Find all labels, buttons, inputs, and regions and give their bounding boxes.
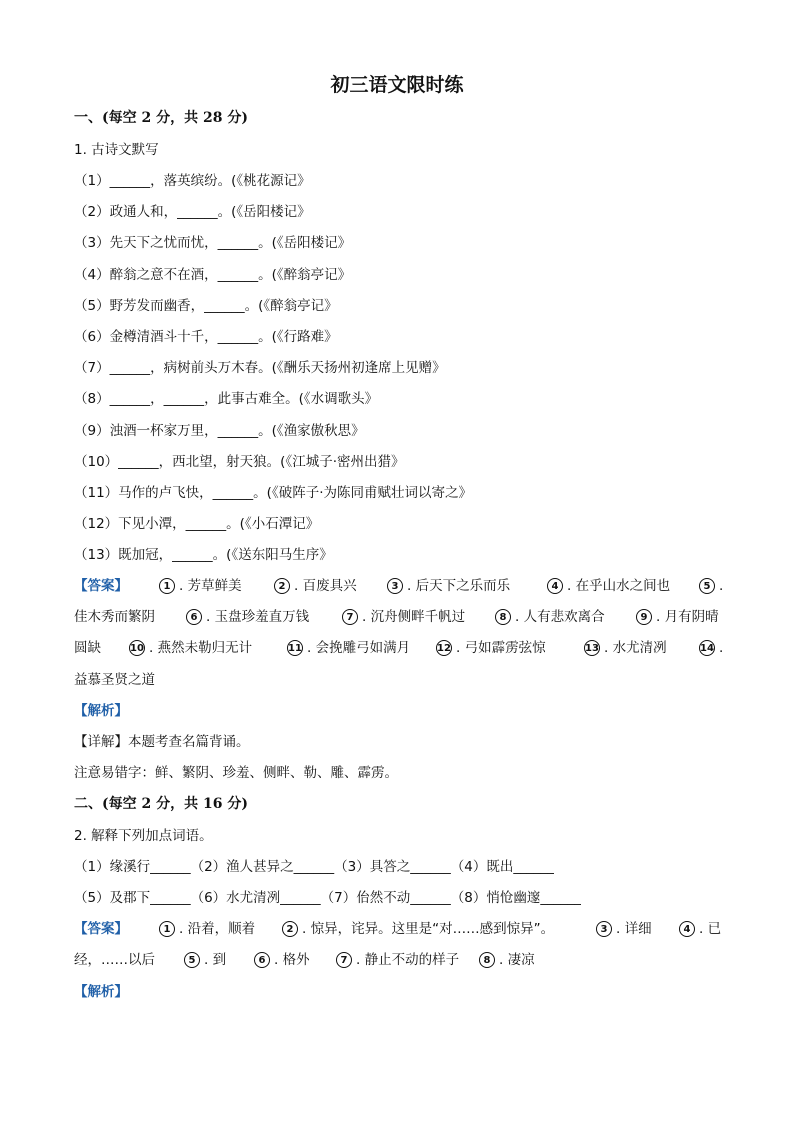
answer-text: . 已 bbox=[699, 921, 722, 937]
answer-item bbox=[636, 607, 719, 627]
answer-number: 3 bbox=[387, 578, 403, 594]
answer-number: 3 bbox=[596, 921, 612, 937]
answer-tag-2: 【答案】 bbox=[74, 921, 128, 937]
answer-item bbox=[254, 950, 310, 970]
answer-text: . 水尤清冽 bbox=[604, 640, 667, 656]
answer-text: . 详细 bbox=[616, 921, 652, 937]
fill-in-item: （6）金樽清酒斗十千，______。(《行路难》 bbox=[74, 329, 338, 345]
fill-in-item: （1）______，落英缤纷。(《桃花源记》 bbox=[74, 173, 311, 189]
answer-text: . 静止不动的样子 bbox=[356, 952, 460, 968]
answer-item bbox=[274, 576, 357, 596]
answer-item bbox=[436, 638, 546, 658]
question-2-line-2: （5）及郡下______（6）水尤清冽______（7）佁然不动______（8）悄怆幽邃______ bbox=[74, 890, 581, 906]
answer-text: . 玉盘珍羞直万钱 bbox=[206, 609, 310, 625]
fill-in-item: （12）下见小潭，______。(《小石潭记》 bbox=[74, 516, 320, 533]
answer-item bbox=[74, 638, 101, 658]
page-title: 初三语文限时练 bbox=[330, 74, 464, 96]
section-2-heading: 二、(每空 2 分，共 16 分) bbox=[74, 796, 248, 812]
fill-in-item: （3）先天下之忧而忧，______。(《岳阳楼记》 bbox=[74, 235, 352, 252]
answer-item bbox=[74, 950, 155, 970]
answer-number: 2 bbox=[274, 578, 290, 594]
answer-item bbox=[495, 607, 605, 627]
answer-text: . 后天下之乐而乐 bbox=[407, 578, 511, 594]
answer-text: . 芳草鲜美 bbox=[179, 578, 242, 594]
answer-text: . 会挽雕弓如满月 bbox=[307, 640, 411, 656]
answer-text: . 燕然未勒归无计 bbox=[149, 640, 253, 656]
answer-text: . 凄凉 bbox=[499, 952, 535, 968]
answer-item bbox=[282, 919, 554, 939]
question-2-line-1: （1）缘溪行______（2）渔人甚异之______（3）具答之______（4）既出______ bbox=[74, 859, 554, 875]
answer-number: 5 bbox=[699, 578, 715, 594]
answer-number: 8 bbox=[495, 609, 511, 625]
answer-number: 7 bbox=[342, 609, 358, 625]
answer-item bbox=[129, 638, 252, 658]
answer-text: . 人有悲欢离合 bbox=[515, 609, 605, 625]
section-1-heading: 一、(每空 2 分，共 28 分) bbox=[74, 110, 248, 126]
answer-text: . bbox=[719, 578, 724, 594]
answer-item bbox=[186, 607, 309, 627]
answer-text: 经，……以后 bbox=[74, 952, 155, 968]
answer-number: 8 bbox=[479, 952, 495, 968]
answer-text: . 在乎山水之间也 bbox=[567, 578, 671, 594]
answers-row: 益慕圣贤之道 bbox=[74, 672, 155, 688]
analysis-tag-1: 【解析】 bbox=[74, 703, 128, 719]
answer-text: . 格外 bbox=[274, 952, 310, 968]
answer-text: . 到 bbox=[204, 952, 227, 968]
fill-in-item: （11）马作的卢飞快，______。(《破阵子·为陈同甫赋壮词以寄之》 bbox=[74, 485, 472, 501]
answer-text: 圆缺 bbox=[74, 640, 101, 656]
answer-item bbox=[699, 576, 723, 596]
analysis-tag-2: 【解析】 bbox=[74, 984, 128, 1000]
answer-item bbox=[584, 638, 667, 658]
answer-item bbox=[184, 950, 226, 970]
answer-text: . 沉舟侧畔千帆过 bbox=[362, 609, 466, 625]
answer-text: . 沿着，顺着 bbox=[179, 921, 256, 937]
answer-number: 10 bbox=[129, 640, 145, 656]
answer-item bbox=[387, 576, 510, 596]
answer-number: 1 bbox=[159, 921, 175, 937]
answer-item bbox=[479, 950, 535, 970]
answer-item bbox=[596, 919, 652, 939]
fill-in-item: （2）政通人和，______。(《岳阳楼记》 bbox=[74, 204, 311, 221]
answer-item bbox=[336, 950, 459, 970]
answer-item bbox=[699, 638, 723, 658]
answer-item bbox=[287, 638, 410, 658]
answer-text: . 百废具兴 bbox=[294, 578, 357, 594]
answer-number: 13 bbox=[584, 640, 600, 656]
question-1-title: 1. 古诗文默写 bbox=[74, 142, 159, 158]
answer-number: 6 bbox=[254, 952, 270, 968]
fill-in-item: （8）______，______，此事古难全。(《水调歌头》 bbox=[74, 391, 379, 408]
answer-number: 5 bbox=[184, 952, 200, 968]
fill-in-item: （4）醉翁之意不在酒，______。(《醉翁亭记》 bbox=[74, 266, 352, 283]
answer-number: 12 bbox=[436, 640, 452, 656]
answer-item bbox=[74, 607, 155, 627]
answer-item bbox=[159, 576, 242, 596]
fill-in-item: （5）野芳发而幽香，______。(《醉翁亭记》 bbox=[74, 297, 338, 314]
question-2-title: 2. 解释下列加点词语。 bbox=[74, 828, 213, 844]
answer-text: . 弓如霹雳弦惊 bbox=[456, 640, 546, 656]
answer-number: 6 bbox=[186, 609, 202, 625]
fill-in-item: （10）______，西北望，射天狼。(《江城子·密州出猎》 bbox=[74, 453, 405, 470]
answer-number: 9 bbox=[636, 609, 652, 625]
note-text: 注意易错字：鲜、繁阴、珍羞、侧畔、勒、雕、霹雳。 bbox=[74, 765, 398, 781]
answer-text: . bbox=[719, 640, 724, 656]
answer-item bbox=[679, 919, 721, 939]
answer-item bbox=[547, 576, 670, 596]
answer-number: 14 bbox=[699, 640, 715, 656]
answer-text: 佳木秀而繁阴 bbox=[74, 609, 155, 625]
answer-number: 4 bbox=[547, 578, 563, 594]
answer-text: . 惊异，诧异。这里是“对……感到惊异”。 bbox=[302, 921, 555, 937]
answer-item bbox=[159, 919, 255, 939]
answer-tag-1: 【答案】 bbox=[74, 578, 128, 594]
answer-number: 1 bbox=[159, 578, 175, 594]
answer-number: 4 bbox=[679, 921, 695, 937]
answer-text: . 月有阴晴 bbox=[656, 609, 719, 625]
answer-number: 2 bbox=[282, 921, 298, 937]
fill-in-item: （13）既加冠，______。(《送东阳马生序》 bbox=[74, 547, 333, 564]
answer-item bbox=[342, 607, 465, 627]
fill-in-item: （7）______，病树前头万木春。(《酬乐天扬州初逢席上见赠》 bbox=[74, 360, 446, 377]
answer-number: 11 bbox=[287, 640, 303, 656]
fill-in-item: （9）浊酒一杯家万里，______。(《渔家傲秋思》 bbox=[74, 422, 365, 439]
answer-number: 7 bbox=[336, 952, 352, 968]
detail-text: 【详解】本题考查名篇背诵。 bbox=[74, 734, 250, 750]
